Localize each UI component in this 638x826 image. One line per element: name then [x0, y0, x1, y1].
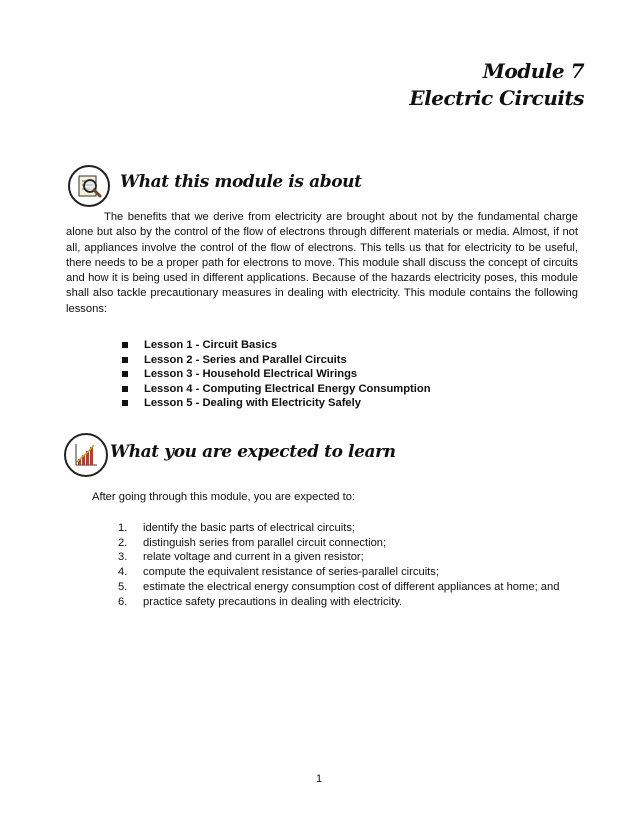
- list-item: Lesson 2 - Series and Parallel Circuits: [144, 353, 431, 368]
- list-item: Lesson 1 - Circuit Basics: [144, 338, 431, 353]
- about-paragraph-text: The benefits that we derive from electricity are brought about not by the fundamental charge alone but also by the control of the flow of electrons through different materials or media. Almost, if not all, appliances involve the control of the flow of electrons. This tells us that for electricity to be useful, there needs to be a proper path for electrons to move. This module shall discuss the concept of circuits and how it is being used in different applications. Because of the hazards electricity poses, this module shall also tackle precautionary measures in dealing with electricity. This module contains the following lessons:: [66, 211, 578, 315]
- list-item: 4. compute the equivalent resistance of series-parallel circuits;: [118, 566, 439, 579]
- magnifying-glass-document-icon: [68, 165, 110, 207]
- list-item: Lesson 3 - Household Electrical Wirings: [144, 367, 431, 382]
- list-item: Lesson 5 - Dealing with Electricity Safely: [144, 396, 431, 411]
- section-title-about: What this module is about: [120, 172, 362, 192]
- page-number: 1: [315, 773, 323, 785]
- objectives-intro: After going through this module, you are expected to:: [92, 491, 356, 503]
- module-title: Electric Circuits: [409, 86, 584, 110]
- about-paragraph: [66, 210, 578, 317]
- lesson-list: [144, 338, 431, 411]
- list-item: 1. identify the basic parts of electrical circuits;: [118, 522, 356, 534]
- objective-list: [118, 521, 578, 609]
- list-item: 2. distinguish series from parallel circuit connection;: [118, 536, 387, 549]
- module-header: [409, 58, 584, 112]
- list-item: 5. estimate the electrical energy consumption cost of different appliances at home; and: [118, 580, 560, 593]
- list-item: Lesson 4 - Computing Electrical Energy Consumption: [144, 382, 431, 397]
- list-item: 6. practice safety precautions in dealing with electricity.: [118, 595, 403, 608]
- module-number: Module 7: [482, 59, 584, 83]
- section-title-expected: What you are expected to learn: [110, 442, 396, 462]
- list-item: 3. relate voltage and current in a given resistor;: [118, 551, 364, 564]
- rising-chart-icon: [64, 433, 108, 477]
